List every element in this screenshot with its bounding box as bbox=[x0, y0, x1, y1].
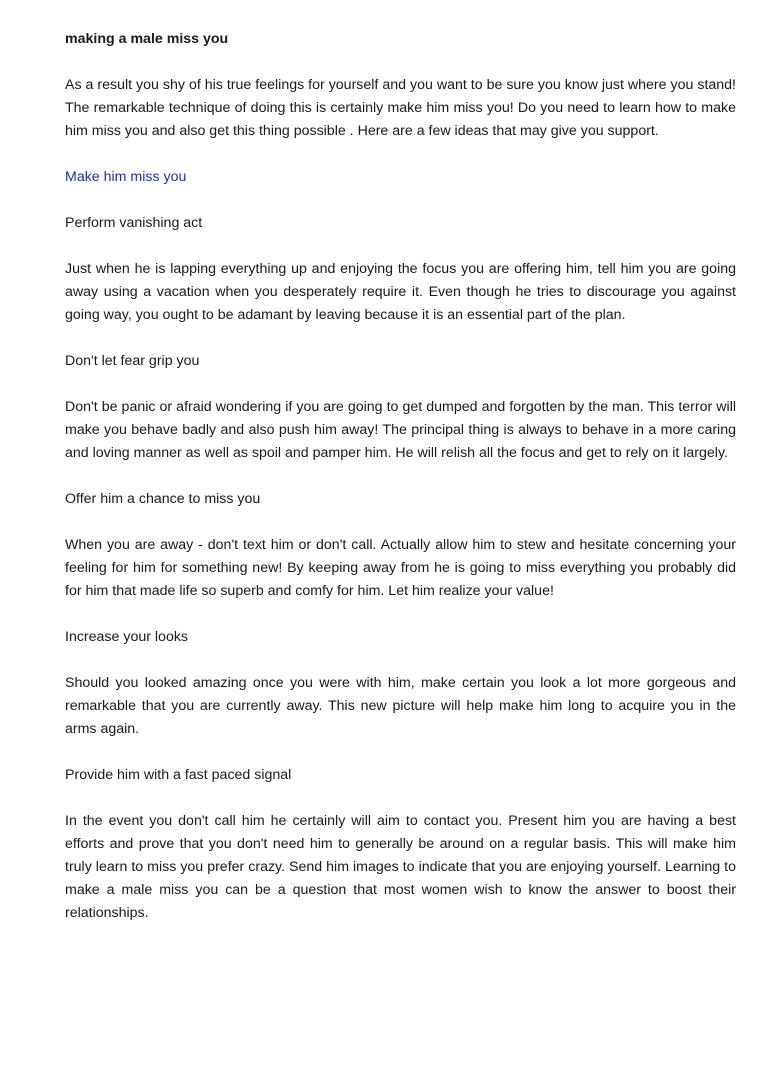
section-body-vanishing-act: Just when he is lapping everything up and enjoying the focus you are offering him, tell him you are going away using a vacation when you desperately require it. Even though he tries to discourage you against going way, you ought to be adamant by leaving because it is an essential part of the plan. bbox=[65, 261, 736, 323]
section-body-fear: Don't be panic or afraid wondering if you are going to get dumped and forgotten by the man. This terror will make you behave badly and also push him away! The principal thing is always to behave in a more caring and loving manner as well as spoil and pamper him. He will relish all the focus and get to rely on it largely. bbox=[65, 399, 736, 461]
intro-paragraph: As a result you shy of his true feelings for yourself and you want to be sure you know just where you stand! The remarkable technique of doing this is certainly make him miss you! Do you need to learn how to make him miss you and also get this thing possible . Here are a few ideas that may give you support. bbox=[65, 77, 736, 139]
section-heading-fear: Don't let fear grip you bbox=[65, 353, 200, 369]
make-him-miss-you-link[interactable]: Make him miss you bbox=[65, 169, 187, 185]
section-body-looks: Should you looked amazing once you were with him, make certain you look a lot more gorgeous and remarkable that you are currently away. This new picture will help make him long to acquire you in the arms again. bbox=[65, 675, 736, 737]
document-title: making a male miss you bbox=[65, 31, 229, 47]
section-heading-vanishing-act: Perform vanishing act bbox=[65, 215, 203, 231]
section-heading-signal: Provide him with a fast paced signal bbox=[65, 767, 292, 783]
section-heading-chance-to-miss: Offer him a chance to miss you bbox=[65, 491, 261, 507]
document-page bbox=[65, 28, 736, 948]
section-body-chance-to-miss: When you are away - don't text him or don't call. Actually allow him to stew and hesitate concerning your feeling for him for something new! By keeping away from he is going to miss everything you probably did for him that made life so superb and comfy for him. Let him realize your value! bbox=[65, 537, 736, 599]
section-body-signal: In the event you don't call him he certainly will aim to contact you. Present him you are having a best efforts and prove that you don't need him to generally be around on a regular basis. This will make him truly learn to miss you prefer crazy. Send him images to indicate that you are enjoying yourself. Learning to make a male miss you can be a question that most women wish to know the answer to boost their relationships. bbox=[65, 813, 736, 921]
section-heading-looks: Increase your looks bbox=[65, 629, 189, 645]
